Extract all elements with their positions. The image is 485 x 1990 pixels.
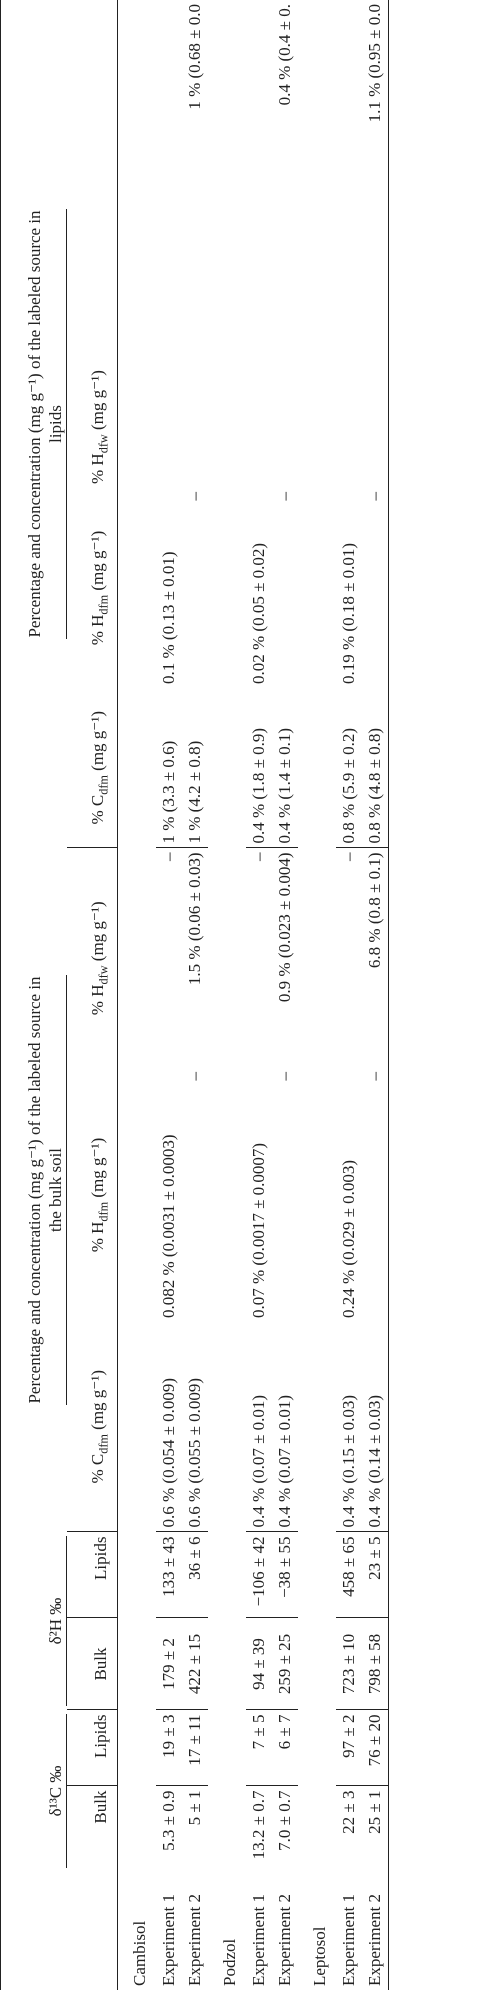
table-row: Experiment 1 5.3 ± 0.9 19 ± 3 179 ± 2 133 ± 43 0.6 % (0.054 ± 0.009) 0.082 % (0.0031 ± 0.0003) – 1 % (3.3 ± 0.6) 0.1 % (0.13 ± 0.01) [156,0,182,1990]
section-podzol: Podzol [220,1938,239,1986]
col-cdfm: % $C_{dfm}$ (mg g⁻¹) [67,1322,118,1532]
d2h-header: δ²H ‰ [45,1536,67,1706]
stub-header [1,1872,68,1990]
col-hdfm: % $H_{dfm}$ (mg g⁻¹) [67,1068,118,1322]
bulk-source-header: Percentage and concentration (mg g⁻¹) of the labeled source in the bulk soil [24,975,68,1405]
table-row: Experiment 1 13.2 ± 0.7 7 ± 5 94 ± 39 −106 ± 42 0.4 % (0.07 ± 0.01) 0.07 % (0.0017 ± 0.0007) – 0.4 % (1.8 ± 0.9) 0.02 % (0.05 ± 0.02) [246,0,272,1990]
col-lhdfw: % $H_{dfw}$ (mg g⁻¹) [67,0,118,488]
col-hdfw: % $H_{dfw}$ (mg g⁻¹) [67,848,118,1068]
col-c-lipids: Lipids [67,1710,118,1786]
col-h-lipids: Lipids [67,1532,118,1618]
col-lcdfm: % $C_{dfm}$ (mg g⁻¹) [67,688,118,848]
table-row: Experiment 2 7.0 ± 0.7 6 ± 7 259 ± 25 −38 ± 55 0.4 % (0.07 ± 0.01) – 0.9 % (0.023 ± 0.004) 0.4 % (1.4 ± 0.1) – 0.4 % (0.4 ± 0. [272,0,298,1990]
col-c-bulk: Bulk [67,1786,118,1872]
lipid-source-header: Percentage and concentration (mg g⁻¹) of the labeled source in lipids [24,209,68,639]
col-lhdfm: % $H_{dfm}$ (mg g⁻¹) [67,488,118,688]
table-row: Experiment 1 22 ± 3 97 ± 2 723 ± 10 458 ± 65 0.4 % (0.15 ± 0.03) 0.24 % (0.029 ± 0.003) – 0.8 % (5.9 ± 0.2) 0.19 % (0.18 ± 0.01) [336,0,362,1990]
d13c-header: δ¹³C ‰ [45,1714,67,1868]
table-row: Experiment 2 25 ± 1 76 ± 20 798 ± 58 23 ± 5 0.4 % (0.14 ± 0.03) – 6.8 % (0.8 ± 0.1) 0.8 % (4.8 ± 0.8) – 1.1 % (0.95 ± 0.0 [362,0,389,1990]
table-row: Experiment 2 5 ± 1 17 ± 11 422 ± 15 36 ± 6 0.6 % (0.055 ± 0.009) – 1.5 % (0.06 ± 0.03) 1 % (4.2 ± 0.8) – 1 % (0.68 ± 0.0 [182,0,208,1990]
section-leptosol: Leptosol [310,1926,329,1986]
section-cambisol: Cambisol [130,1920,149,1986]
col-h-bulk: Bulk [67,1618,118,1710]
